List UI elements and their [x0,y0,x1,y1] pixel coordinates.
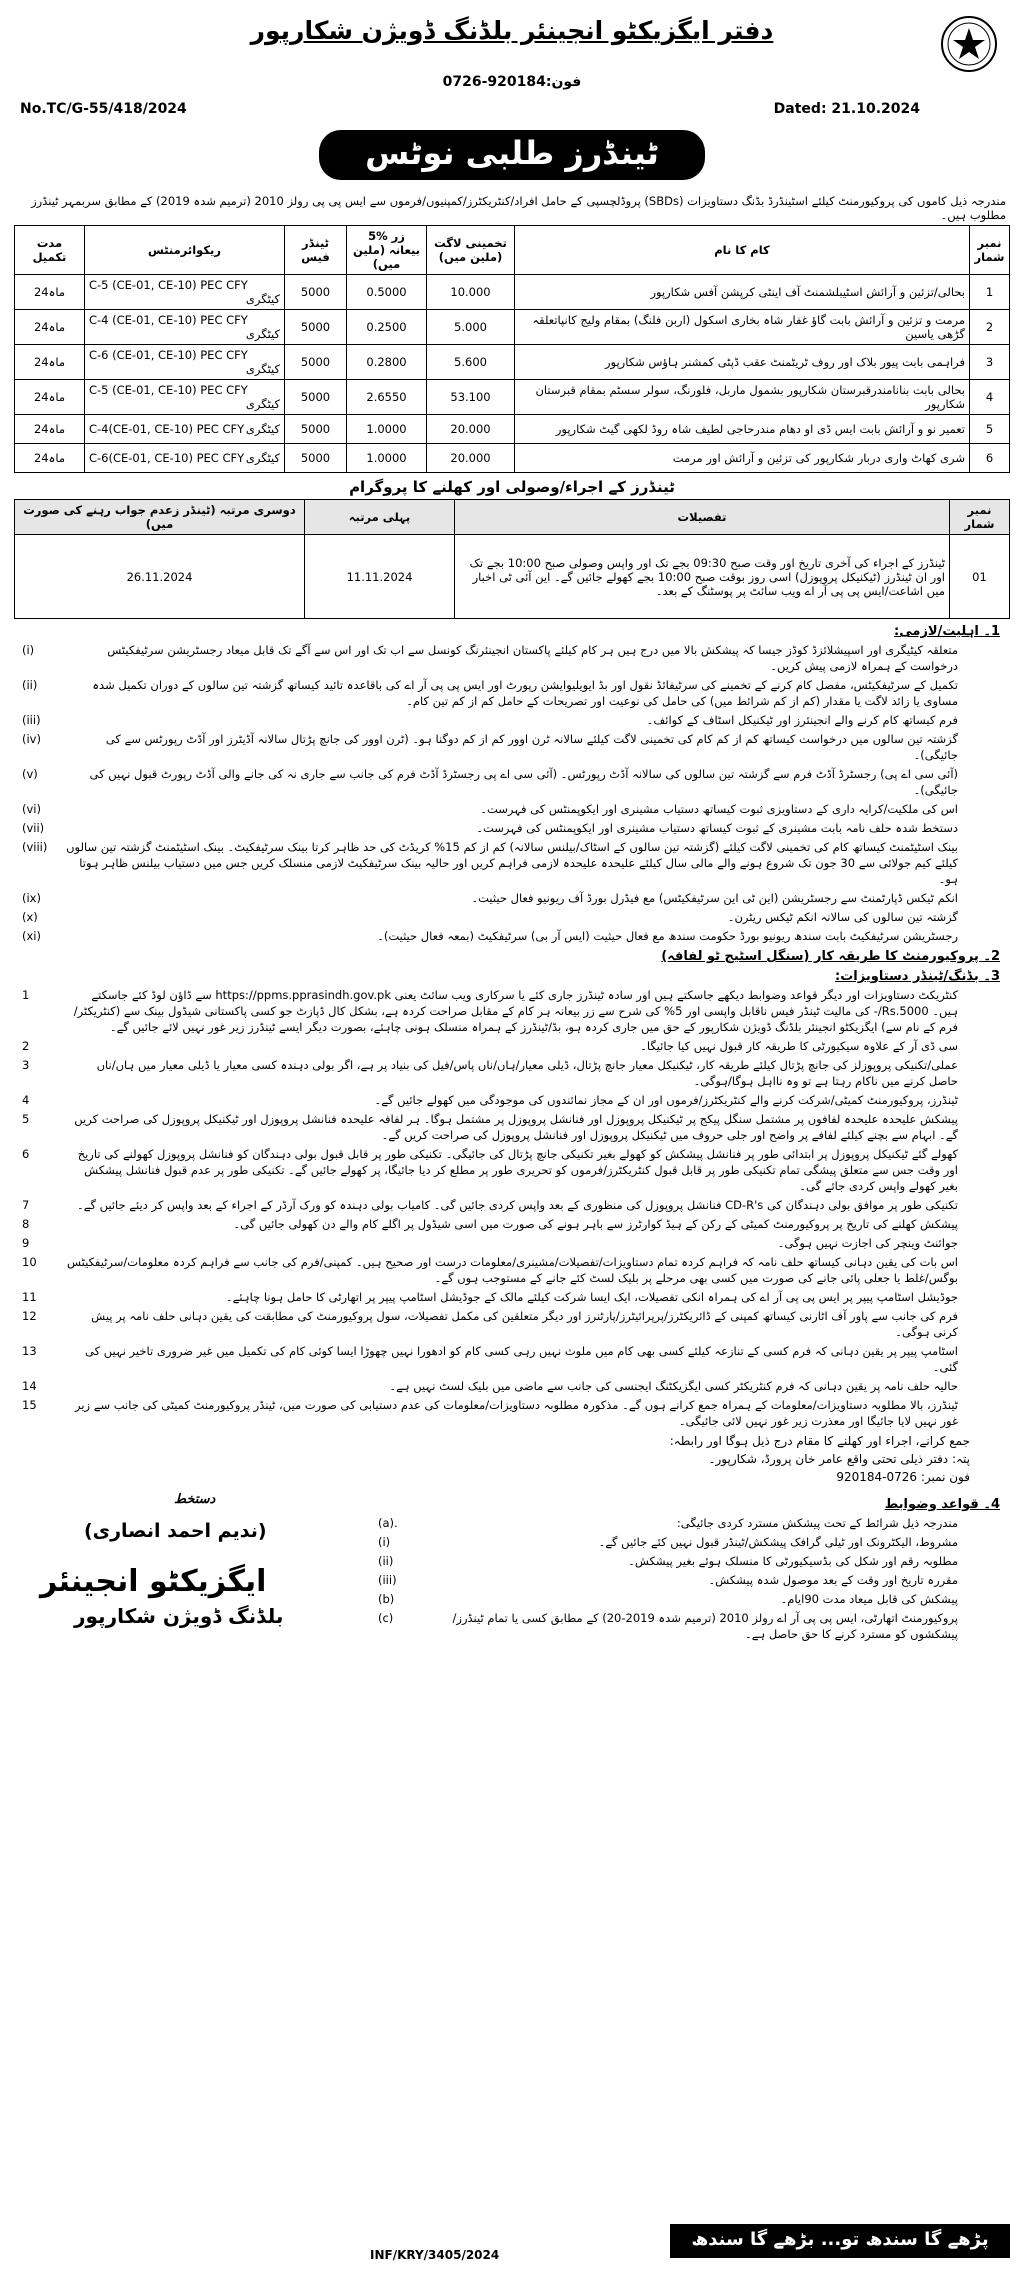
row-requirements [85,444,285,473]
slogan-banner: پڑھے گا سندھ تو... بڑھے گا سندھ [670,2224,1010,2258]
item-marker: (ii) [22,678,38,692]
list-item [14,820,1010,836]
requirement-category: کیٹگری [245,422,280,436]
requirement-category: کیٹگری [245,397,280,411]
item-marker: 12 [22,1309,37,1323]
program-serial: 01 [950,535,1010,619]
item-text: ٹینڈرز، بالا مطلوبہ دستاویزات/معلومات کے ہمراہ جمع کرانے ہوں گے۔ مذکورہ مطلوبہ دستاویزات/معلومات کی عدم دستیابی کی صورت میں، ٹینڈر پروکیورمنٹ کمیٹی کی جانب سے زیر غور نہیں لایا جائیگا اور معذرت زیر غور نہیں لائی جائیگی۔ [74,1398,958,1428]
works-row [15,345,1010,380]
item-marker: 5 [22,1112,30,1126]
row-earnest-money: 0.2800 [347,345,427,380]
program-header-row [15,500,1010,535]
program-details: ٹینڈرز کے اجراء کی آخری تاریخ اور وقت صبح 09:30 بجے تک اور واپس وصولی صبح 10:00 بجے تک اور ان ٹینڈرز (ٹیکنیکل پروپوزل) اسی روز بوقت صبح 10:00 بجے کھولے جائیں گے۔ این آئی ٹی اخبار میں اشاعت/ایس پی پی آر اے ویب سائٹ پر پوسٹنگ کے بعد۔ [455,535,950,619]
row-requirements [85,380,285,415]
row-tender-fee: 5000 [285,275,347,310]
item-marker: (i) [22,643,35,657]
list-item [14,642,1010,674]
eligibility-heading: 1۔ اہلیت/لازمی: [894,624,1000,639]
item-marker: 4 [22,1093,30,1107]
requirement-code: C-5 (CE-01, CE-10) PEC CFY [89,278,248,292]
item-marker: (a). [378,1516,398,1530]
item-text: کنٹریکٹ دستاویزات اور دیگر قواعد وضوابط دیکھے جاسکتے ہیں اور سادہ ٹینڈرز جاری کئے یا سرکاری ویب سائٹ یعنی https://ppms.pprasindh.gov.pk سے ڈاؤن لوڈ کئے جاسکتے ہیں۔ Rs.5000/- کی مالیت ٹینڈر فیس ناقابل واپسی اور 5% کی شرح سے زر بیعانہ ہر کام کے مقابل صراحت کردہ ہے، بشکل کال ڈپازٹ جو کسی پاکستانی شیڈول بینک سے (کنٹریکٹر/فرم کے نام سے) ایگزیکٹو انجینئر بلڈنگ ڈویژن شکارپور کے حق میں جاری کردہ ہو، بڈ/ٹینڈرز کے ہمراہ منسلک ہونی چاہئے، بصورت دیگر ایسے ٹینڈرز زیر غور نہیں لائے جائیں گے۔ [73,988,958,1034]
row-estimated-cost: 5.600 [427,345,515,380]
item-marker: 8 [22,1217,30,1231]
item-marker: (v) [22,767,38,781]
list-item [14,1038,1010,1054]
row-requirements [85,275,285,310]
requirement-code: C-5 (CE-01, CE-10) PEC CFY [89,383,248,397]
works-row [15,275,1010,310]
item-marker: 11 [22,1290,37,1304]
list-item [370,1610,1010,1642]
program-header-serial: نمبر شمار [950,500,1010,535]
row-duration: 24ماہ [15,310,85,345]
row-work-name: شری کھاٹ واری دربار شکارپور کی تزئین و آرائش اور مرمت [515,444,970,473]
row-serial: 3 [970,345,1010,380]
list-item [14,1146,1010,1194]
row-serial: 6 [970,444,1010,473]
header-earnest-money: 5% زر بیعانہ (ملین میں) [347,226,427,275]
list-item [14,766,1010,798]
item-marker: 10 [22,1255,37,1269]
item-marker: (c) [378,1611,394,1625]
row-tender-fee: 5000 [285,310,347,345]
works-row [15,444,1010,473]
row-tender-fee: 5000 [285,415,347,444]
item-text: عملی/تکنیکی پروپوزلز کی جانچ پڑتال کیلئے طریقہ کار، ٹیکنیکل معیار جانچ پڑتال، ڈیلی معیار/ہاں/ناں پاس/فیل کی بنیاد پر ہے، اگر بولی دہندہ کسی معیار یا ڈیلی معیار میں ہاں/ناں حاصل کرنے میں ناکام رہتا ہے تو وہ نااہل ہوگا/ہوگی۔ [96,1058,958,1088]
header-duration: مدت تکمیل [15,226,85,275]
list-item [370,1534,1010,1550]
header-serial: نمبر شمار [970,226,1010,275]
item-marker: (ix) [22,891,41,905]
list-item [14,1111,1010,1143]
item-text: گزشتہ تین سالوں میں درخواست کیساتھ کم از کم کام کی تخمینی لاگت کیلئے سالانہ ٹرن اوور کم از کم دوگنا ہو۔ (ٹرن اوور کی جانچ پڑتال سالانہ آڈیٹرز اور آڈٹ رپورٹس سے کی جائیگی)۔ [105,732,958,762]
program-header-second: دوسری مرتبہ (ٹینڈر زعدم جواب رہنے کی صورت میں) [15,500,305,535]
row-earnest-money: 0.5000 [347,275,427,310]
item-marker: 7 [22,1198,30,1212]
program-second-date: 26.11.2024 [15,535,305,619]
item-marker: (x) [22,910,38,924]
item-text: پیشکش علیحدہ علیحدہ لفافوں پر مشتمل سنگل پیکج پر ٹیکنیکل پروپوزل اور فنانشل پروپوزل پر مشتمل ہوگا۔ ہر لفافہ علیحدہ فنانشل پروپوزل اور ٹیکنیکل پروپوزل کی صراحت کریں گے۔ ابہام سے بچنے کیلئے لفافے پر واضح اور جلی حروف میں ٹیکنیکل پروپوزل اور فنانشل پروپوزل کی صراحت کریں گے۔ [74,1112,958,1142]
requirement-code: C-4 (CE-01, CE-10) PEC CFY [89,313,248,327]
list-item [14,1197,1010,1213]
item-text: اسٹامپ پیپر پر یقین دہانی کہ فرم کسی کے تنازعہ کیلئے کسی بھی کام میں ملوث نہیں رہی کسی کام کو ادھورا نہیں چھوڑا ایسا کوئی کام کی تکمیل میں غیر ضروری تاخیر نہیں کی گئی۔ [85,1344,958,1374]
works-row [15,310,1010,345]
list-item [14,801,1010,817]
row-tender-fee: 5000 [285,380,347,415]
item-text: انکم ٹیکس ڈپارٹمنٹ سے رجسٹریشن (این ٹی این سرٹیفکیٹس) مع فیڈرل بورڈ آف ریونیو فعال حیثیت۔ [471,891,958,905]
item-marker: (vii) [22,821,45,835]
row-duration: 24ماہ [15,415,85,444]
requirement-code: C-6(CE-01, CE-10) PEC CFY [89,451,245,465]
list-item [14,909,1010,925]
contact-line-address: پتہ: دفتر ذیلی تحتی واقع عامر خان پرورڈ، شکارپور۔ [708,1452,970,1466]
list-item [14,677,1010,709]
row-requirements [85,415,285,444]
requirement-code: C-4(CE-01, CE-10) PEC CFY [89,422,245,436]
list-item [370,1572,1010,1588]
program-header-first: پہلی مرتبہ [305,500,455,535]
list-item [370,1591,1010,1607]
contact-block [14,1432,970,1486]
banner-wrap [14,130,1010,188]
row-work-name: بحالی بابت بنانامندرقبرستان شکارپور بشمول ماربل، فلورنگ، سولر سسٹم بمقام قبرستان شکارپور [515,380,970,415]
reference-number: No.TC/G-55/418/2024 [20,101,187,117]
header-work-name: کام کا نام [515,226,970,275]
eligibility-list [14,642,1010,944]
row-serial: 2 [970,310,1010,345]
row-duration: 24ماہ [15,345,85,380]
program-first-date: 11.11.2024 [305,535,455,619]
list-item [14,1397,1010,1429]
row-estimated-cost: 20.000 [427,444,515,473]
item-text: تکمیل کے سرٹیفکیٹس، مفصل کام کرنے کے تخمینے کی سرٹیفائڈ نقول اور بڈ ایویلیوایشن رپورٹ اور ایس پی پی آر اے کی باقاعدہ تائید کیساتھ گزشتہ تین سالوں کے دوران تکمیل شدہ مساوی یا زائد لاگت یا مقدار (کم از کم شرائط میں) کی حامل کی نوعیت اور تصریحات کے حامل کم از کم تین کام۔ [92,678,958,708]
item-text: اس بات کی یقین دہانی کیساتھ حلف نامہ کہ فراہم کردہ تمام دستاویزات/تفصیلات/مشینری/معلومات درست اور صحیح ہیں۔ کمپنی/فرم کی جانب سے فراہم کردہ معلومات/سرٹیفکیٹس بوگس/غلط یا جعلی پائی جانے کی صورت میں کسی بھی مرحلے پر بلیک لسٹ کئے جانے کے مستوجب ہوں گے۔ [66,1255,958,1285]
item-marker: 2 [22,1039,30,1053]
list-item [14,1216,1010,1232]
row-estimated-cost: 5.000 [427,310,515,345]
item-marker: 6 [22,1147,30,1161]
list-item [14,712,1010,728]
row-estimated-cost: 53.100 [427,380,515,415]
rules-heading: 4۔ قواعد وضوابط [884,1497,1000,1512]
item-text: پیشکش کھلنے کی تاریخ پر پروکیورمنٹ کمیٹی کے رکن کے ہیڈ کوارٹرز سے باہر ہونے کی صورت میں اسی شیڈول پر اگلے کام والے دن کھولی جائیں گی۔ [233,1217,958,1231]
requirement-code: C-6 (CE-01, CE-10) PEC CFY [89,348,248,362]
row-work-name: بحالی/تزئین و آرائش اسٹیبلشمنٹ آف اینٹی کرپشن آفس شکارپور [515,275,970,310]
procurement-method: 2۔ پروکیورمنٹ کا طریقہ کار (سنگل اسٹیج ٹو لفافہ) [661,949,1000,964]
item-marker: (i) [378,1535,391,1549]
item-text: فرم کی جانب سے پاور آف اٹارنی کیساتھ کمپنی کے ڈائریکٹرز/پرپرائیٹرز/پارٹنرز اور دیگر متعلقین کی مکمل تفصیلات، سول پروکیورمنٹ کی مطابقت کی یقین دہانی حلف نامہ پر پیش کرنی ہوگی۔ [91,1309,958,1339]
works-header-row [15,226,1010,275]
list-item [14,1254,1010,1286]
program-header-details: تفصیلات [455,500,950,535]
item-marker: 13 [22,1344,37,1358]
rules-block [370,1492,1010,1645]
notice-date: Dated: 21.10.2024 [773,101,920,117]
signature-and-rules [14,1492,1010,1682]
header-requirements: ریکوائرمنٹس [85,226,285,275]
row-estimated-cost: 10.000 [427,275,515,310]
list-item [14,1057,1010,1089]
item-text: پیشکش کی قابل میعاد مدت 90ایام۔ [780,1592,958,1606]
rules-list [370,1515,1010,1642]
signatory-division: بلڈنگ ڈویژن شکارپور [74,1604,284,1628]
works-table [14,225,1010,473]
row-earnest-money: 1.0000 [347,415,427,444]
item-text: مقررہ تاریخ اور وقت کے بعد موصول شدہ پیشکش۔ [708,1573,958,1587]
item-text: مندرجہ ذیل شرائط کے تحت پیشکش مسترد کردی جائیگی: [676,1516,958,1530]
row-duration: 24ماہ [15,380,85,415]
row-serial: 1 [970,275,1010,310]
item-marker: 3 [22,1058,30,1072]
item-text: ٹینڈرز، پروکیورمنٹ کمیٹی/شرکت کرنے والے کنٹریکٹرز/فرموں اور ان کے مجاز نمائندوں کی موجودگی میں کھولے جائیں گے۔ [374,1093,958,1107]
list-item [14,987,1010,1035]
item-text: مشروط، الیکٹرونک اور ٹیلی گرافک پیشکش/ٹینڈر قبول نہیں کئے جائیں گے۔ [598,1535,958,1549]
intro-paragraph: مندرجہ ذیل کاموں کی پروکیورمنٹ کیلئے اسٹینڈرڈ بڈنگ دستاویزات (SBDs) پروڈلچسپی کے حامل افراد/کنٹریکٹرز/کمپنیوں/فرموں سے ایس پی پی رولز 2010 (ترمیم شدہ 2019) کے مطابق سربمہر ٹینڈرز مطلوب ہیں۔ [31,194,1006,222]
item-text: جوائنٹ وینچر کی اجازت نہیں ہوگی۔ [777,1236,958,1250]
item-marker: 14 [22,1379,37,1393]
item-text: فرم کیساتھ کام کرنے والے انجینئرز اور ٹیکنیکل اسٹاف کے کوائف۔ [646,713,958,727]
inf-number: INF/KRY/3405/2024 [370,2248,500,2262]
row-requirements [85,345,285,380]
header-tender-fee: ٹینڈر فیس [285,226,347,275]
row-work-name: فراہمی بابت پیور بلاک اور روف ٹریٹمنٹ عقب ڈپٹی کمشنر ہاؤس شکارپور [515,345,970,380]
program-row [15,535,1010,619]
item-marker: (iii) [22,713,41,727]
item-text: رجسٹریشن سرٹیفکیٹ بابت سندھ ریونیو بورڈ حکومت سندھ مع فعال حیثیت (ایس آر بی) سرٹیفکیٹ (بمعہ فعال حیثیت)۔ [377,929,958,943]
signatory-title: ایگزیکٹو انجینئر [40,1564,267,1599]
row-serial: 4 [970,380,1010,415]
row-tender-fee: 5000 [285,444,347,473]
list-item [14,1235,1010,1251]
header [14,8,1010,128]
item-text: مطلوبہ رقم اور شکل کی بڈسیکیورٹی کا منسلک ہوئے بغیر پیشکش۔ [628,1554,958,1568]
requirement-category: کیٹگری [245,327,280,341]
item-marker: (iv) [22,732,41,746]
program-table [14,499,1010,619]
item-text: سی ڈی آر کے علاوہ سیکیورٹی کا طریقہ کار قبول نہیں کیا جائیگا۔ [640,1039,958,1053]
contact-line-venue: جمع کرانے، اجراء اور کھلنے کا مقام درج ذیل ہوگا اور رابطہ: [669,1434,970,1448]
list-item [14,1343,1010,1375]
list-item [14,1289,1010,1305]
row-earnest-money: 1.0000 [347,444,427,473]
item-text: بینک اسٹیٹمنٹ کیساتھ کام کی تخمینی لاگت کیلئے (گزشتہ تین سالوں کے اسٹاک/بیلنس سالانہ) کم از کم 15% کریڈٹ کی حد ظاہر کرتا بینک سرٹیفکیٹ۔ بینک اسٹیٹمنٹ گزشتہ تین سالوں کیلئے کیم جولائی سے 30 جون تک شروع ہونے والے مالی سال کیلئے علیحدہ علیحدہ لازمی فراہم کریں اور حالیہ بینک سرٹیفکیٹ لازمی منسلک کریں جس میں دستیاب بیلنس ظاہر ہوتا ہو۔ [66,840,958,886]
works-row [15,380,1010,415]
item-marker: (ii) [378,1554,394,1568]
header-estimated-cost: تخمینی لاگت (ملین میں) [427,226,515,275]
list-item [14,890,1010,906]
signatory-name: (ندیم احمد انصاری) [84,1520,267,1542]
item-text: گزشتہ تین سالوں کی سالانہ انکم ٹیکس ریٹرن۔ [727,910,958,924]
item-marker: (vi) [22,802,41,816]
item-text: (آئی سی اے پی) رجسٹرڈ آڈٹ فرم سے گزشتہ تین سالوں کی سالانہ آڈٹ رپورٹس۔ (آئی سی اے پی رجسٹرڈ آڈٹ فرم کی جانب سے جاری نہ کی جانے والی آڈٹ رپورٹ قبول نہیں کی جائیگی)۔ [89,767,958,797]
list-item [14,839,1010,887]
row-work-name: تعمیر نو و آرائش بابت ایس ڈی او دھام مندرحاجی لطیف شاہ روڈ لکھی گیٹ شکارپور [515,415,970,444]
list-item [370,1553,1010,1569]
list-item [14,1308,1010,1340]
list-item [14,928,1010,944]
item-text: متعلقہ کیٹیگری اور اسپیشلائزڈ کوڈز جیسا کہ پیشکش بالا میں درج ہیں ہر کام کیلئے پاکستان انجینئرنگ کونسل سے اب تک اور اس سے آگے تک قابل میعاد رجسٹریشن سرٹیفکیٹس درخواست کے ہمراہ لازمی پیش کریں۔ [107,643,958,673]
row-tender-fee: 5000 [285,345,347,380]
signed-mark: دستخط [174,1492,216,1507]
office-phone: 0726-920184:فون [442,74,582,90]
item-marker: (xi) [22,929,41,943]
bidding-heading: 3۔ بڈنگ/ٹینڈر دستاویزات: [835,969,1000,984]
row-requirements [85,310,285,345]
item-text: پروکیورمنٹ اتھارٹی، ایس پی پی آر اے رولز 2010 (ترمیم شدہ 2019-20) کے مطابق کسی یا تمام ٹینڈرز/پیشکشوں کو مسترد کرنے کا حق حاصل ہے۔ [452,1611,958,1641]
row-earnest-money: 0.2500 [347,310,427,345]
bidding-list [14,987,1010,1429]
item-marker: (iii) [378,1573,397,1587]
item-text: جوڈیشل اسٹامپ پیپر پر ایس پی پی آر اے کی ہمراہ انکی تفصیلات، ایک ایسا شرکت کیلئے مالک کے جوڈیشل اسٹامپ پیپر پر اتھارٹی کا حامل ہونا چاہئے۔ [225,1290,958,1304]
list-item [14,1378,1010,1394]
requirement-category: کیٹگری [245,292,280,306]
list-item [14,731,1010,763]
requirement-category: کیٹگری [245,451,280,465]
item-text: تکنیکی طور پر موافق بولی دہندگان کی CD-R's فنانشل پروپوزل کی منظوری کے بعد واپس کردی جائیں گی۔ کامیاب بولی دہندہ کو ورک آرڈر کے اجراء کے بعد واپس کر دیئے جائیں گے۔ [77,1198,958,1212]
works-body [15,275,1010,473]
row-earnest-money: 2.6550 [347,380,427,415]
row-duration: 24ماہ [15,444,85,473]
item-marker: (viii) [22,840,48,854]
program-title: ٹینڈرز کے اجراء/وصولی اور کھلنے کا پروگرام [349,478,675,496]
item-marker: 1 [22,988,30,1002]
row-estimated-cost: 20.000 [427,415,515,444]
list-item [14,1092,1010,1108]
row-serial: 5 [970,415,1010,444]
row-work-name: مرمت و تزئین و آرائش بابت گاؤ غفار شاہ بخاری اسکول (اربن فلنگ) بمقام ولیج کانپاتعلقہ گڑھی یاسین [515,310,970,345]
item-marker: 15 [22,1398,37,1412]
sindh-government-seal-icon [940,14,998,76]
item-marker: (b) [378,1592,395,1606]
works-row [15,415,1010,444]
office-title: دفتر ایگزیکٹو انجینئر بلڈنگ ڈویژن شکارپور [250,16,774,45]
item-text: کھولے گئے ٹیکنیکل پروپوزل پر ابتدائی طور پر فنانشل پیشکش کو کھولے بغیر تکنیکی جانچ پڑتال کی جائیگی۔ تکنیکی طور پر قابل قبول بولی دہندگان کو فنانشل پروپوزل کھولنے کی تاریخ اور وقت جس سے متعلق پیشگی تمام تکنیکی طور پر قابل قبول کنٹریکٹرز/فرموں کو تحریری طور پر مطلع کر دیا جائیگا، پر کھولے جائیں گے۔ تکنیکی طور پر عدم قبول فنانشل پیشکش بغیر کھولے واپس کردی جائے گی۔ [77,1147,958,1193]
item-text: حالیہ حلف نامہ پر یقین دہانی کہ فرم کنٹریکٹر کسی ایگزیکٹنگ ایجنسی کی جانب سے ماضی میں بلیک لسٹ نہیں ہے۔ [389,1379,958,1393]
contact-line-phone: فون نمبر: 0726-920184 [836,1470,970,1484]
item-text: اس کی ملکیت/کرایہ داری کے دستاویزی ثبوت کیساتھ دستیاب مشینری اور ایکوپمنٹس کی فہرست۔ [480,802,958,816]
row-duration: 24ماہ [15,275,85,310]
item-marker: 9 [22,1236,30,1250]
requirement-category: کیٹگری [245,362,280,376]
item-text: دستخط شدہ حلف نامہ بابت مشینری کے ثبوت کیساتھ دستیاب مشینری اور ایکوپمنٹس کی فہرست۔ [476,821,958,835]
list-item [370,1515,1010,1531]
notice-banner: ٹینڈرز طلبی نوٹس [319,130,705,180]
